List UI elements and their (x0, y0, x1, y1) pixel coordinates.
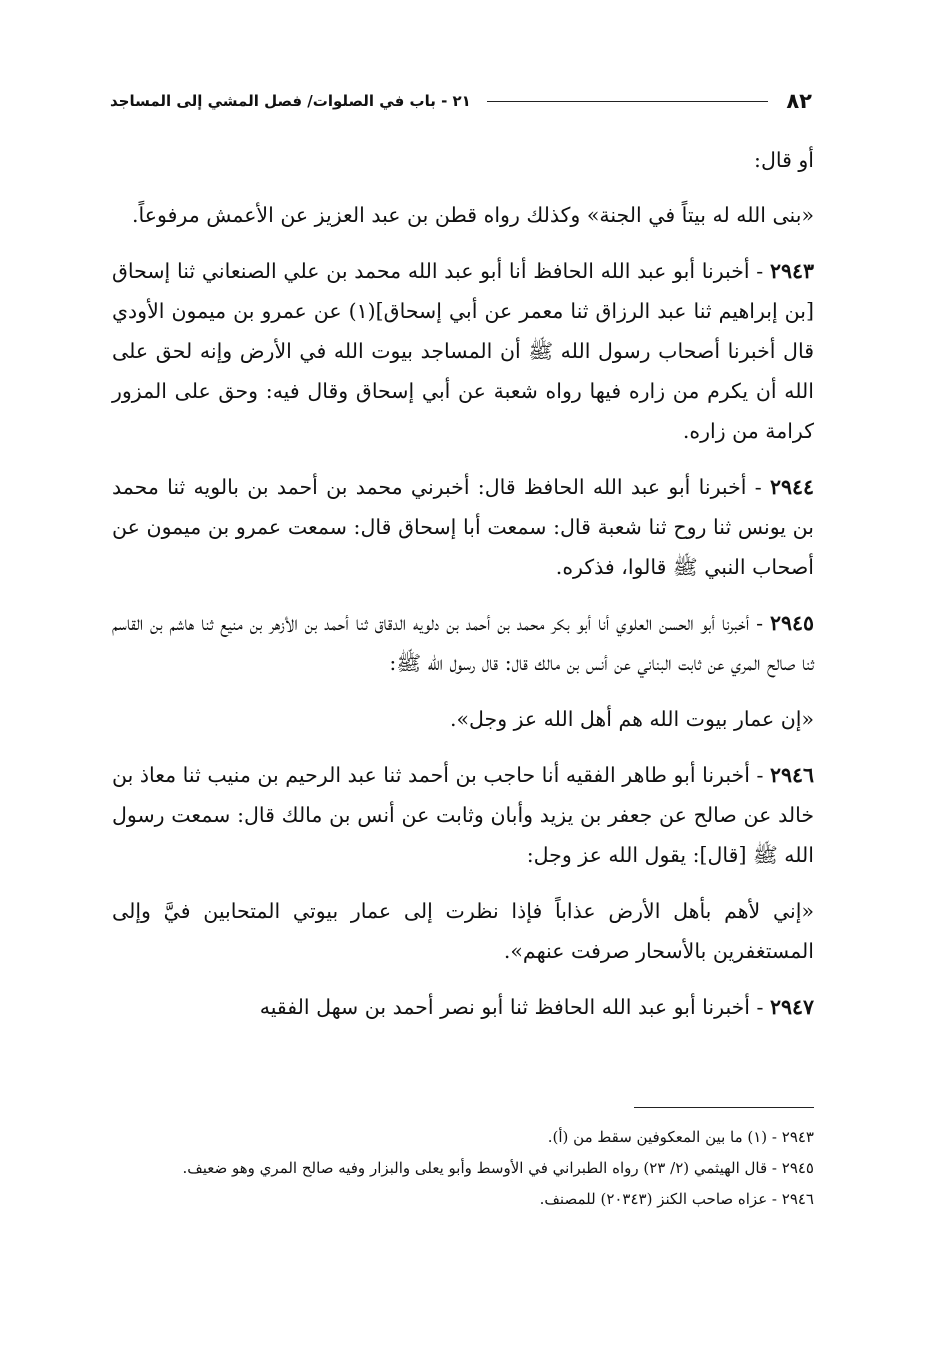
hadith-text: - أخبرنا أبو طاهر الفقيه أنا حاجب بن أحمد ثنا عبد الرحيم بن منيب ثنا معاذ بن خالد عن صالح عن جعفر بن يزيد وأبان وثابت عن أنس بن مالك قال: سمعت رسول الله ﷺ [قال]: يقول الله عز وجل: (112, 763, 814, 867)
main-text (112, 140, 814, 1027)
hadith-number: ٢٩٤٧ (769, 995, 814, 1019)
footnote-2946: ٢٩٤٦ - عزاه صاحب الكنز (٢٠٣٤٣) للمصنف. (539, 1190, 814, 1208)
hadith-text: - أخبرنا أبو عبد الله الحافظ أنا أبو عبد الله محمد بن علي الصنعاني ثنا إسحاق [بن إبراهيم ثنا عبد الرزاق ثنا معمر عن أبي إسحاق](١) عن عمرو بن ميمون الأودي قال أخبرنا أصحاب رسول الله ﷺ أن المساجد بيوت الله في الأرض وإنه لحق على الله أن يكرم من زاره فيها رواه شعبة عن أبي إسحاق وقال فيه: وحق على المزور كرامة من زاره. (112, 259, 814, 443)
header-rule (487, 101, 769, 102)
quote-paragraph: «إن عمار بيوت الله هم أهل الله عز وجل». (449, 707, 814, 731)
hadith-2945 (112, 603, 814, 683)
hadith-2943 (112, 251, 814, 451)
footnote-2945: ٢٩٤٥ - قال الهيثمي (٢/ ٢٣) رواه الطبراني في الأوسط وأبو يعلى والبزار وفيه صالح المري وهو ضعيف. (182, 1159, 814, 1177)
quote-paragraph: «إني لأهم بأهل الأرض عذاباً فإذا نظرت إلى عمار بيوتي المتحابين فيَّ وإلى المستغفرين بالأسحار صرفت عنهم». (112, 899, 814, 963)
page-header (110, 84, 812, 118)
footnote-2943: ٢٩٤٣ - (١) ما بين المعكوفين سقط من (أ). (547, 1128, 814, 1146)
hadith-number: ٢٩٤٦ (769, 763, 814, 787)
running-title: ٢١ - باب في الصلوات/ فصل المشي إلى المساجد (110, 92, 471, 110)
hadith-number: ٢٩٤٣ (769, 259, 814, 283)
hadith-number: ٢٩٤٥ (769, 611, 814, 635)
page-number: ٨٢ (786, 89, 812, 113)
footnote-separator (634, 1107, 814, 1108)
hadith-2944 (112, 467, 814, 587)
hadith-text: - أخبرنا أبو عبد الله الحافظ ثنا أبو نصر أحمد بن سهل الفقيه (259, 995, 770, 1019)
hadith-2946 (112, 755, 814, 875)
quote-paragraph: «بنى الله له بيتاً في الجنة» وكذلك رواه قطن بن عبد العزيز عن الأعمش مرفوعاً. (132, 203, 814, 227)
footnotes (112, 1124, 814, 1221)
hadith-number: ٢٩٤٤ (769, 475, 814, 499)
intro-line: أو قال: (754, 148, 814, 172)
hadith-text: - أخبرنا أبو الحسن العلوي أنا أبو بكر محمد بن أحمد بن دلويه الدقاق ثنا أحمد بن الأزهر بن منيع ثنا هاشم بن القاسم ثنا صالح المري عن ثابت البناني عن أنس بن مالك قال: قال رسول الله ﷺ: (112, 611, 814, 675)
hadith-2947 (112, 987, 814, 1027)
hadith-text: - أخبرنا أبو عبد الله الحافظ قال: أخبرني محمد بن أحمد بن بالويه ثنا محمد بن يونس ثنا روح ثنا شعبة قال: سمعت أبا إسحاق قال: سمعت عمرو بن ميمون عن أصحاب النبي ﷺ قالوا، فذكره. (112, 475, 814, 579)
